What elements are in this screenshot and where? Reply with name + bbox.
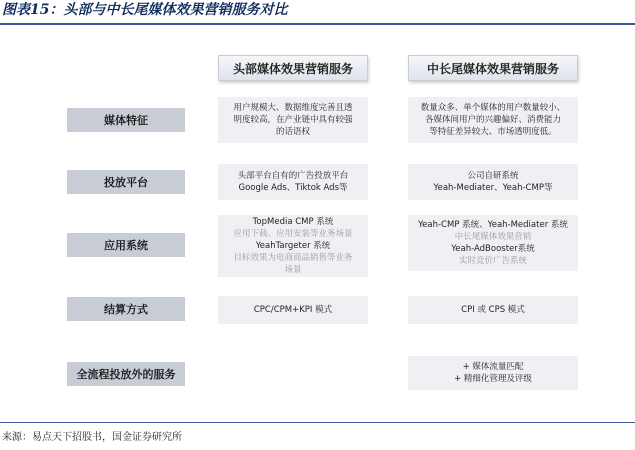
cell-head-application-system <box>218 215 368 277</box>
cell-line: 数量众多、单个媒体的用户数量较小、 <box>420 103 566 113</box>
cell-line: CPC/CPM+KPI 模式 <box>253 305 333 315</box>
cell-line: CPI 或 CPS 模式 <box>461 305 525 315</box>
cell-tail-settlement <box>408 296 578 324</box>
cell-head-ad-platform <box>218 164 368 200</box>
cell-line: Yeah-CMP 系统、Yeah-Mediater 系统 <box>418 220 568 230</box>
row-label-application-system: 应用系统 <box>67 233 185 257</box>
cell-line: 明度较高，在产业链中具有较强 <box>233 115 353 125</box>
cell-line: 的话语权 <box>275 127 310 137</box>
cell-line: 场景 <box>284 265 302 275</box>
cell-line: + 精细化管理及评级 <box>454 374 532 384</box>
cell-line: 公司自研系统 <box>467 171 519 181</box>
cell-line: Google Ads、Tiktok Ads等 <box>238 183 348 193</box>
source-note: 来源：易点天下招股书，国金证券研究所 <box>2 432 182 443</box>
figure-title: 图表15：头部与中长尾媒体效果营销服务对比 <box>2 2 288 18</box>
cell-tail-media-features <box>408 97 578 143</box>
footer-divider <box>0 422 635 423</box>
cell-line: 等特征差异较大、市场透明度低。 <box>429 127 557 137</box>
cell-line: Yeah-AdBooster系统 <box>451 244 535 254</box>
row-label-settlement: 结算方式 <box>67 297 185 321</box>
cell-tail-application-system <box>408 215 578 271</box>
cell-head-settlement <box>218 296 368 324</box>
cell-tail-extra-services <box>408 356 578 390</box>
cell-line: 中长尾媒体效果营销 <box>454 232 532 242</box>
column-header-tail-media: 中长尾媒体效果营销服务 <box>408 55 578 81</box>
cell-line: TopMedia CMP 系统 <box>252 217 334 227</box>
cell-line: 各媒体间用户的兴趣偏好、消费能力 <box>424 115 561 125</box>
cell-tail-ad-platform <box>408 164 578 200</box>
cell-line: 实时竞价广告系统 <box>458 256 527 266</box>
column-header-head-media: 头部媒体效果营销服务 <box>218 55 368 81</box>
cell-line: 目标效果为电商商品销售等业务 <box>233 253 353 263</box>
cell-line: + 媒体流量匹配 <box>462 362 524 372</box>
cell-head-media-features <box>218 97 368 143</box>
cell-line: 应用下载、应用安装等业务场景 <box>233 229 353 239</box>
cell-line: 头部平台自有的广告投放平台 <box>237 171 349 181</box>
row-label-extra-services: 全流程投放外的服务 <box>67 362 185 386</box>
cell-line: 用户规模大、数据维度完善且透 <box>233 103 353 113</box>
cell-line: Yeah-Mediater、Yeah-CMP等 <box>433 183 553 193</box>
title-divider <box>0 23 635 25</box>
cell-line: YeahTargeter 系统 <box>255 241 331 251</box>
row-label-ad-platform: 投放平台 <box>67 170 185 194</box>
row-label-media-features: 媒体特征 <box>67 108 185 132</box>
